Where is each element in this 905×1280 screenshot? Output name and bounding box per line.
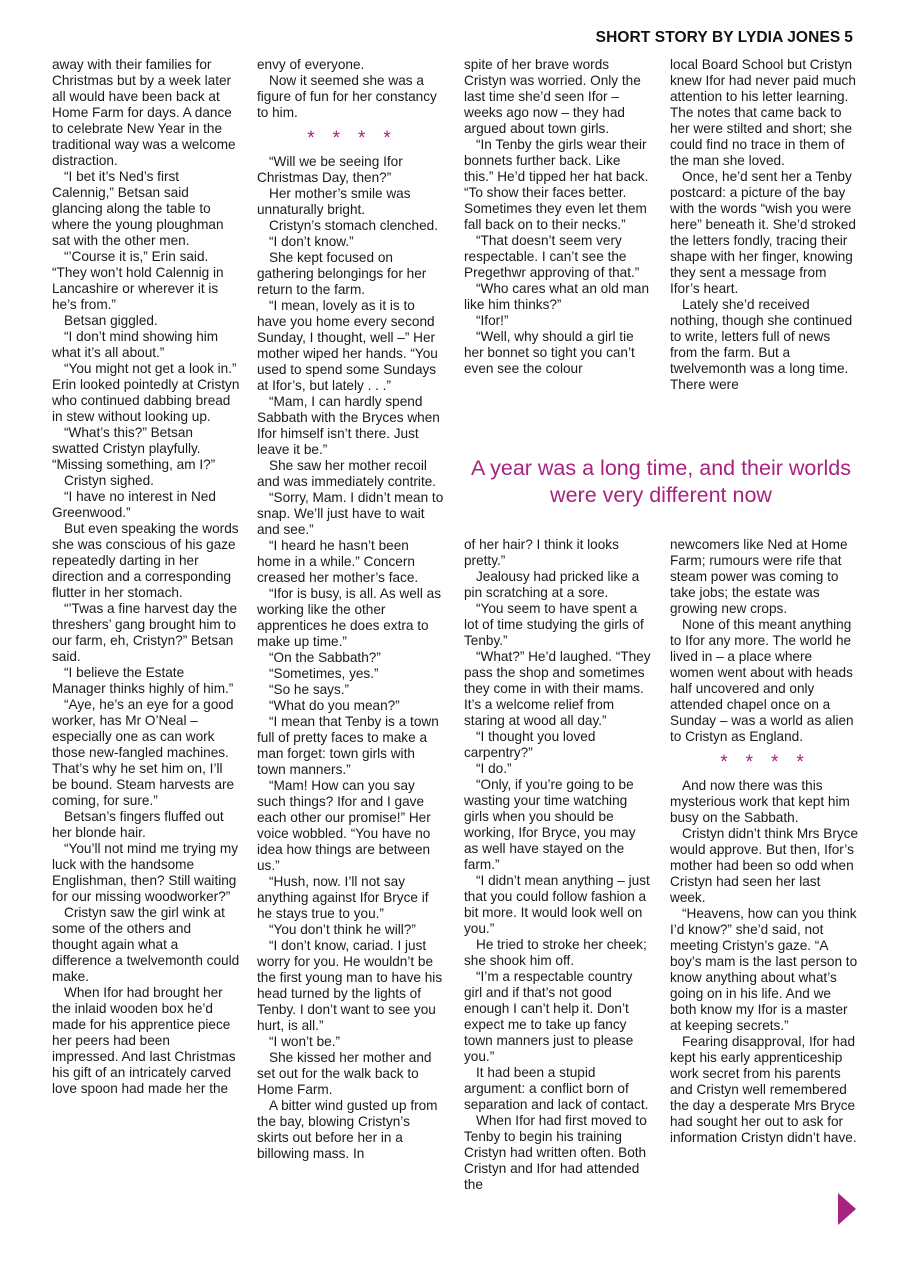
story-paragraph: “I believe the Estate Manager thinks highly of him.” <box>52 665 234 696</box>
story-column-4-top <box>670 57 858 393</box>
story-paragraph: “I mean that Tenby is a town full of pretty faces to make a man forget: town girls with town manners.” <box>257 714 439 777</box>
story-paragraph: Fearing disapproval, Ifor had kept his early apprenticeship work secret from his parents and Cristyn well remembered the day a desperate Mrs Bryce had sought her out to ask for information Cristyn didn’t have. <box>670 1034 857 1145</box>
story-paragraph: “In Tenby the girls wear their bonnets further back. Like this.” He’d tipped her hat back. “To show their faces better. Sometimes they even let them fall back on to their necks.” <box>464 137 649 232</box>
story-paragraph: “You don’t think he will?” <box>269 922 416 937</box>
story-paragraph: She saw her mother recoil and was immediately contrite. <box>257 458 437 489</box>
story-paragraph: Cristyn’s stomach clenched. <box>269 218 438 233</box>
story-paragraph: “You might not get a look in.” Erin looked pointedly at Cristyn who continued dabbing bread in stew without looking up. <box>52 361 240 424</box>
story-paragraph: “I won’t be.” <box>269 1034 341 1049</box>
story-paragraph: A bitter wind gusted up from the bay, blowing Cristyn’s skirts out before her in a billowing mass. In <box>257 1098 438 1161</box>
story-paragraph: “Aye, he’s an eye for a good worker, has Mr O’Neal – especially one as can work those new-fangled machines. That’s why he set him on, I’ll be bound. Steam harvests are coming, for sure.” <box>52 697 235 808</box>
story-paragraph: Lately she’d received nothing, though she continued to write, letters full of news from the farm. But a twelvemonth was a long time. There were <box>670 297 853 392</box>
story-paragraph: “You’ll not mind me trying my luck with the handsome Englishman, then? Still waiting for our missing woodworker?” <box>52 841 239 904</box>
section-separator: **** <box>720 752 822 773</box>
story-paragraph: “What?” He’d laughed. “They pass the shop and sometimes they come in with their mams. It’s a welcome relief from staring at wood all day.” <box>464 649 651 728</box>
story-paragraph: “I don’t know.” <box>269 234 354 249</box>
page-number: 5 <box>844 29 853 46</box>
story-paragraph: Once, he’d sent her a Tenby postcard: a picture of the bay with the words “wish you were here” beneath it. She’d stroked the letters fondly, tracing their shape with her finger, knowing they sent a message from Ifor’s heart. <box>670 169 856 296</box>
story-paragraph: “’Course it is,” Erin said. “They won’t hold Calennig in Lancashire or wherever it is he’s from.” <box>52 249 224 312</box>
story-paragraph: “Only, if you’re going to be wasting your time watching girls when you should be working, Ifor Bryce, you may as well have stayed on the farm.” <box>464 777 636 872</box>
story-paragraph: He tried to stroke her cheek; she shook him off. <box>464 937 647 968</box>
story-paragraph: “I heard he hasn’t been home in a while.” Concern creased her mother’s face. <box>257 538 419 585</box>
story-paragraph: envy of everyone. <box>257 57 365 72</box>
story-paragraph: “That doesn’t seem very respectable. I can’t see the Pregethwr approving of that.” <box>464 233 640 280</box>
story-paragraph: But even speaking the words she was conscious of his gaze repeatedly darting in her direction and a corresponding flutter in her stomach. <box>52 521 239 600</box>
story-paragraph: “Hush, now. I’ll not say anything against Ifor Bryce if he stays true to you.” <box>257 874 429 921</box>
next-page-arrow-icon <box>838 1193 856 1225</box>
story-paragraph: “Sorry, Mam. I didn’t mean to snap. We’ll just have to wait and see.” <box>257 490 444 537</box>
story-paragraph: away with their families for Christmas but by a week later all would have been back at Home Farm for days. A dance to celebrate New Year in the traditional way was a welcome distraction. <box>52 57 236 168</box>
story-paragraph: Now it seemed she was a figure of fun for her constancy to him. <box>257 73 437 120</box>
story-column-1 <box>52 57 240 1097</box>
story-paragraph: “Mam! How can you say such things? Ifor and I gave each other our promise!” Her voice wobbled. “You have no idea how things are between us.” <box>257 778 431 873</box>
story-column-2 <box>257 57 445 1162</box>
story-paragraph: Betsan’s fingers fluffed out her blonde hair. <box>52 809 224 840</box>
story-column-3-bottom <box>464 537 652 1193</box>
story-paragraph: “I’m a respectable country girl and if that’s not good enough I can’t help it. Don’t expect me to take up fancy town manners just to please you.” <box>464 969 634 1064</box>
story-paragraph: of her hair? I think it looks pretty.” <box>464 537 619 568</box>
story-paragraph: None of this meant anything to Ifor any more. The world he lived in – a place where women went about with heads half uncovered and only attended chapel once on a Sunday – was a world as alien to Cristyn as England. <box>670 617 854 744</box>
story-paragraph: It had been a stupid argument: a conflict born of separation and lack of contact. <box>464 1065 649 1112</box>
story-column-4-bottom <box>670 537 858 1146</box>
story-paragraph: “On the Sabbath?” <box>269 650 381 665</box>
story-paragraph: “Ifor!” <box>476 313 509 328</box>
story-paragraph: “What’s this?” Betsan swatted Cristyn playfully. “Missing something, am I?” <box>52 425 216 472</box>
story-paragraph: “Well, why should a girl tie her bonnet so tight you can’t even see the colour <box>464 329 635 376</box>
story-paragraph: “Will we be seeing Ifor Christmas Day, then?” <box>257 154 403 185</box>
story-paragraph: “So he says.” <box>269 682 350 697</box>
story-paragraph: “Who cares what an old man like him thinks?” <box>464 281 650 312</box>
story-paragraph: “What do you mean?” <box>269 698 400 713</box>
story-paragraph: “You seem to have spent a lot of time studying the girls of Tenby.” <box>464 601 644 648</box>
page-header <box>596 29 853 47</box>
story-paragraph: And now there was this mysterious work that kept him busy on the Sabbath. <box>670 778 850 825</box>
story-paragraph: “Mam, I can hardly spend Sabbath with the Bryces when Ifor himself isn’t there. Just leave it be.” <box>257 394 440 457</box>
pull-quote: A year was a long time, and their worlds were very different now <box>470 456 852 507</box>
story-paragraph: “I don’t know, cariad. I just worry for you. He wouldn’t be the first young man to have his head turned by the lights of Tenby. I don’t want to see you hurt, is all.” <box>257 938 443 1033</box>
story-paragraph: She kept focused on gathering belongings for her return to the farm. <box>257 250 427 297</box>
story-paragraph: “Ifor is busy, is all. As well as working like the other apprentices he does extra to make up time.” <box>257 586 441 649</box>
story-paragraph: “I mean, lovely as it is to have you home every second Sunday, I thought, well –” Her mother wiped her hands. “You used to spend some Sundays at Ifor’s, but lately . . .” <box>257 298 438 393</box>
story-paragraph: “I do.” <box>476 761 512 776</box>
story-paragraph: Her mother’s smile was unnaturally bright. <box>257 186 411 217</box>
story-paragraph: Betsan giggled. <box>64 313 158 328</box>
story-paragraph: “I don’t mind showing him what it’s all about.” <box>52 329 219 360</box>
story-byline: SHORT STORY BY LYDIA JONES <box>595 29 841 46</box>
story-paragraph: Jealousy had pricked like a pin scratching at a sore. <box>464 569 640 600</box>
story-paragraph: “I have no interest in Ned Greenwood.” <box>52 489 216 520</box>
story-paragraph: When Ifor had brought her the inlaid wooden box he’d made for his apprentice piece her peers had been impressed. And last Christmas his gift of an intricately carved love spoon had made her the <box>52 985 236 1096</box>
story-paragraph: local Board School but Cristyn knew Ifor had never paid much attention to his letter learning. The notes that came back to her were stilted and short; she could find no trace in them of the man she loved. <box>670 57 856 168</box>
story-paragraph: spite of her brave words Cristyn was worried. Only the last time she’d seen Ifor – weeks ago now – they had argued about town girls. <box>464 57 641 136</box>
story-paragraph: “I didn’t mean anything – just that you could follow fashion a bit more. It would look well on you.” <box>464 873 650 936</box>
story-paragraph: “’Twas a fine harvest day the threshers’ gang brought him to our farm, eh, Cristyn?” Betsan said. <box>52 601 238 664</box>
story-paragraph: “Heavens, how can you think I’d know?” she’d said, not meeting Cristyn’s gaze. “A boy’s mam is the last person to know anything about what’s going on in his life. And we both know my Ifor is a master at keeping secrets.” <box>670 906 858 1033</box>
story-paragraph: When Ifor had first moved to Tenby to begin his training Cristyn had written often. Both Cristyn and Ifor had attended the <box>464 1113 647 1192</box>
story-paragraph: “Sometimes, yes.” <box>269 666 379 681</box>
story-paragraph: “I thought you loved carpentry?” <box>464 729 596 760</box>
story-paragraph: Cristyn saw the girl wink at some of the others and thought again what a difference a twelvemonth could make. <box>52 905 240 984</box>
story-paragraph: “I bet it’s Ned’s first Calennig,” Betsan said glancing along the table to where the young ploughman sat with the other men. <box>52 169 224 248</box>
story-paragraph: Cristyn sighed. <box>64 473 154 488</box>
story-paragraph: newcomers like Ned at Home Farm; rumours were rife that steam power was coming to take jobs; the estate was growing new crops. <box>670 537 848 616</box>
story-paragraph: Cristyn didn’t think Mrs Bryce would approve. But then, Ifor’s mother had been so odd when Cristyn had seen her last week. <box>670 826 859 905</box>
story-column-3-top <box>464 57 652 377</box>
story-paragraph: She kissed her mother and set out for the walk back to Home Farm. <box>257 1050 432 1097</box>
section-separator: **** <box>307 128 409 149</box>
